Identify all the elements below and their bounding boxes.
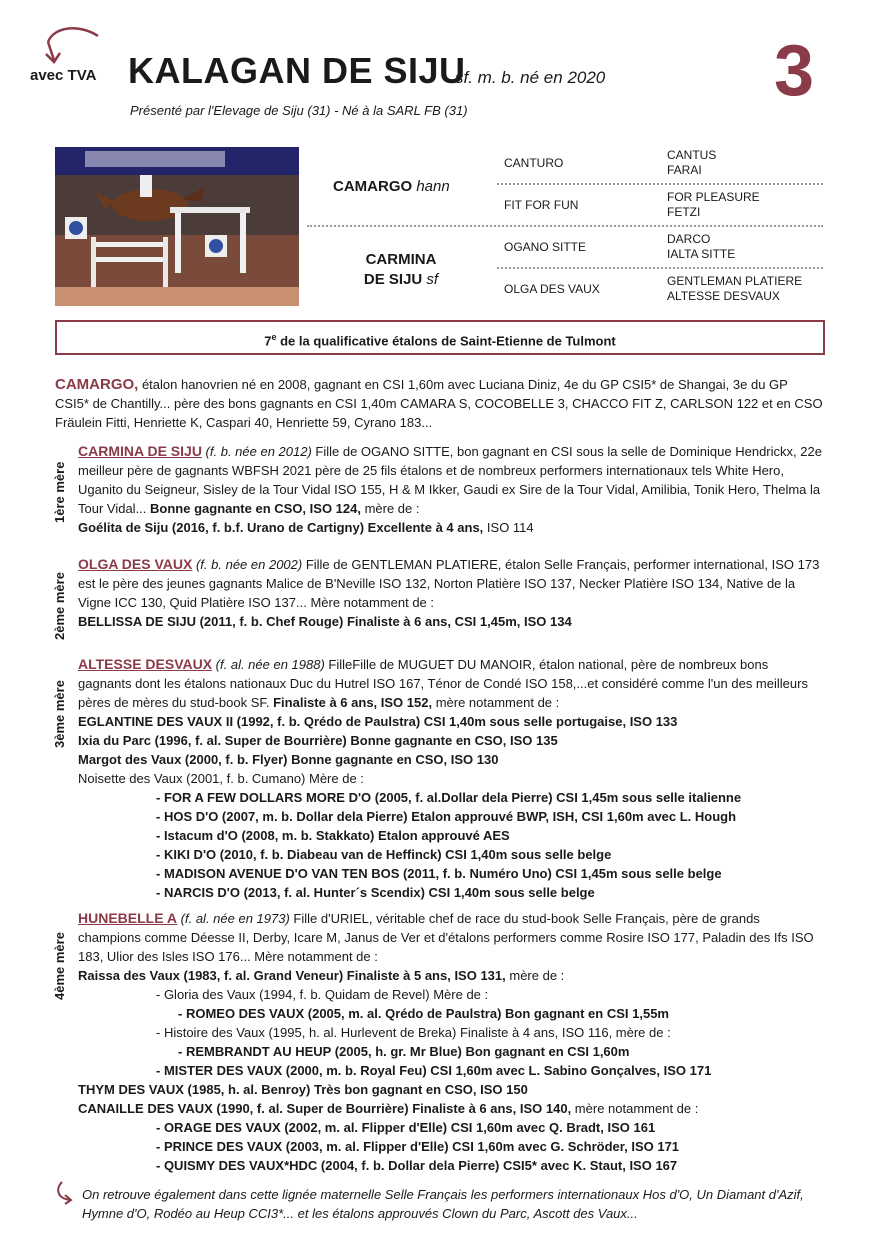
first-dam-label: 1ère mère xyxy=(52,461,67,523)
lot-number: 3 xyxy=(774,31,815,111)
produce-text: - Gloria des Vaux (1994, f. b. Quidam de Revel) Mère de : xyxy=(156,987,489,1002)
third-dam-result: Finaliste à 6 ans, ISO 152, xyxy=(269,695,433,710)
produce-text: Raissa des Vaux (1983, f. al. Grand Veneur) Finaliste à 5 ans, ISO 131, xyxy=(78,968,506,983)
ggs-4a: GENTLEMAN PLATIERE xyxy=(667,274,803,288)
second-dam-name: OLGA DES VAUX xyxy=(78,556,193,572)
presented-by: Présenté par l'Elevage de Siju (31) - Né à la SARL FB (31) xyxy=(130,103,468,118)
produce-text: - ORAGE DES VAUX (2002, m. al. Flipper d'Elle) CSI 1,60m avec Q. Bradt, ISO 161 xyxy=(156,1120,656,1135)
produce-text: EGLANTINE DES VAUX II (1992, f. b. Qrédo de Paulstra) CSI 1,40m sous selle portugaise, ISO 133 xyxy=(78,714,678,729)
return-arrow-icon xyxy=(54,1180,76,1206)
dam-name-line1: CARMINA xyxy=(365,251,437,268)
produce-suffix: mère de : xyxy=(505,968,565,983)
granddam-2: OLGA DES VAUX xyxy=(504,282,600,296)
produce-text: Margot des Vaux (2000, f. b. Flyer) Bonne gagnante en CSO, ISO 130 xyxy=(78,752,499,767)
sire-text: étalon hanovrien né en 2008, gagnant en CSI 1,60m avec Luciana Diniz, 4e du GP CSI5* de Shangai, 3e du GP CSI5* de Chantilly... père des bons gagnants en CSI 1,40m CAMARA S, COCOBELLE 3, CHACCO FIT Z, CARLSON 122 et en CSO Fräulein Fitti, Henriette K, Caspari 40, Henriette 59, Cyrano 183... xyxy=(55,377,823,430)
banner-text: de la qualificative étalons de Saint-Etienne de Tulmont xyxy=(276,333,616,349)
fourth-dam-label: 4ème mère xyxy=(52,932,67,1000)
first-dam-after: mère de : xyxy=(360,501,420,516)
produce-line xyxy=(78,731,825,750)
fourth-dam-name: HUNEBELLE A xyxy=(78,910,178,926)
second-dam-section xyxy=(78,555,825,631)
produce-text: Ixia du Parc (1996, f. al. Super de Bourrière) Bonne gagnante en CSO, ISO 135 xyxy=(78,733,558,748)
banner-ordinal: 7 xyxy=(264,333,272,349)
curved-arrow-icon xyxy=(40,24,110,68)
great-grandparents-1 xyxy=(667,148,716,178)
produce-text: THYM DES VAUX (1985, h. al. Benroy) Très bon gagnant en CSO, ISO 150 xyxy=(78,1082,528,1097)
produce-line xyxy=(78,1156,825,1175)
second-dam-info: (f. b. née en 2002) xyxy=(192,557,303,572)
produce-line xyxy=(78,807,825,826)
produce-line xyxy=(78,845,825,864)
produce-line xyxy=(78,1099,825,1118)
produce-line xyxy=(78,864,825,883)
vat-label: avec TVA xyxy=(30,67,97,84)
great-grandparents-2 xyxy=(667,190,760,220)
produce-line xyxy=(78,750,825,769)
produce-line xyxy=(78,1042,825,1061)
third-dam-name: ALTESSE DESVAUX xyxy=(78,656,213,672)
sire-description xyxy=(55,375,825,432)
produce-text: Noisette des Vaux (2001, f. b. Cumano) Mère de : xyxy=(78,771,364,786)
produce-text: - PRINCE DES VAUX (2003, m. al. Flipper d'Elle) CSI 1,60m avec G. Schröder, ISO 171 xyxy=(156,1139,680,1154)
ggs-2a: FOR PLEASURE xyxy=(667,190,760,204)
produce-line xyxy=(78,966,825,985)
pedigree-divider xyxy=(497,183,823,185)
produce-line xyxy=(78,985,825,1004)
produce-text: - FOR A FEW DOLLARS MORE D'O (2005, f. al.Dollar dela Pierre) CSI 1,45m sous selle italienne xyxy=(156,790,742,805)
ggs-2b: FETZI xyxy=(667,205,701,219)
great-grandparents-3 xyxy=(667,232,735,262)
produce-line xyxy=(78,788,825,807)
pedigree-divider xyxy=(307,225,823,227)
produce-text: - MISTER DES VAUX (2000, m. b. Royal Feu) CSI 1,60m avec L. Sabino Gonçalves, ISO 171 xyxy=(156,1063,712,1078)
first-dam-section xyxy=(78,442,825,537)
produce-text: - REMBRANDT AU HEUP (2005, h. gr. Mr Blue) Bon gagnant en CSI 1,60m xyxy=(178,1044,630,1059)
ggs-1b: FARAI xyxy=(667,163,702,177)
produce-text: CANAILLE DES VAUX (1990, f. al. Super de Bourrière) Finaliste à 6 ans, ISO 140, xyxy=(78,1101,572,1116)
produce-text: - QUISMY DES VAUX*HDC (2004, f. b. Dollar dela Pierre) CSI5* avec K. Staut, ISO 167 xyxy=(156,1158,678,1173)
great-grandparents-4 xyxy=(667,274,802,304)
fourth-dam-text: Fille d'URIEL, véritable chef de race du stud-book Selle Français, père de grands champions comme Déesse II, Derby, Icare M, Janus de Ver et d'étalons performers comme Rosire ISO 177, Paladin des Ifs ISO 183, Ulior des Isles ISO 176... Mère notamment de : xyxy=(78,911,814,964)
third-dam-after: mère notamment de : xyxy=(432,695,560,710)
ggs-1a: CANTUS xyxy=(667,148,717,162)
produce-line xyxy=(78,1118,825,1137)
first-dam-result: Bonne gagnante en CSO, ISO 124, xyxy=(146,501,361,516)
qualification-banner xyxy=(55,320,825,355)
grandsire-1: CANTURO xyxy=(504,156,564,170)
sire-heading: CAMARGO, xyxy=(55,376,139,393)
horse-description: sf. m. b. né en 2020 xyxy=(455,68,606,87)
third-dam-section xyxy=(78,655,825,902)
produce-text: - ROMEO DES VAUX (2005, m. al. Qrédo de Paulstra) Bon gagnant en CSI 1,55m xyxy=(178,1006,669,1021)
produce-line xyxy=(78,826,825,845)
second-dam-label: 2ème mère xyxy=(52,572,67,640)
produce-line xyxy=(78,1080,825,1099)
second-dam-produce: BELLISSA DE SIJU (2011, f. b. Chef Rouge) Finaliste à 6 ans, CSI 1,45m, ISO 134 xyxy=(78,614,572,629)
produce-text: - KIKI D'O (2010, f. b. Diabeau van de Heffinck) CSI 1,40m sous selle belge xyxy=(156,847,612,862)
produce-line xyxy=(78,1137,825,1156)
horse-name: KALAGAN DE SIJU xyxy=(128,50,466,91)
produce-line xyxy=(78,712,825,731)
produce-text: - HOS D'O (2007, m. b. Dollar dela Pierre) Etalon approuvé BWP, ISH, CSI 1,60m avec L. Hough xyxy=(156,809,737,824)
produce-line xyxy=(78,1004,825,1023)
fourth-dam-produce-list xyxy=(78,966,825,1175)
banner-superscript: e xyxy=(271,332,277,342)
grandsire-2: OGANO SITTE xyxy=(504,240,587,254)
second-dam-text: Fille de GENTLEMAN PLATIERE, étalon Selle Français, performer international, ISO 173 est le père des jeunes gagnants Malice de B'Neville ISO 132, Norton Platière ISO 137, Necker Platière ISO 134, Native de la Vigne ICC 130, Quid Platière ISO 137... Mère notamment de : xyxy=(78,557,820,610)
produce-text: - MADISON AVENUE D'O VAN TEN BOS (2011, f. b. Numéro Uno) CSI 1,45m sous selle belge xyxy=(156,866,722,881)
produce-line xyxy=(78,769,825,788)
third-dam-text: FilleFille de MUGUET DU MANOIR, étalon national, père de nombreux bons gagnants dont les étalons nationaux Duc du Hutrel ISO 167, Ténor de Condé ISO 158,...et considéré comme l'un des meilleurs pères de mères du stud-book SF. xyxy=(78,657,808,710)
first-dam-produce: Goélita de Siju (2016, f. b.f. Urano de Cartigny) Excellente à 4 ans, xyxy=(78,520,484,535)
pedigree-dam xyxy=(355,250,447,290)
first-dam-info: (f. b. née en 2012) xyxy=(201,444,312,459)
maternal-line-note: On retrouve également dans cette lignée maternelle Selle Français les performers internationaux Hos d'O, Un Diamant d'Azif, Hymne d'O, Rodéo au Heup CCI3*... et les étalons approuvés Clown du Parc, Ascott des Vaux... xyxy=(82,1187,804,1221)
produce-text: - NARCIS D'O (2013, f. al. Hunter´s Scendix) CSI 1,40m sous selle belge xyxy=(156,885,595,900)
ggs-4b: ALTESSE DESVAUX xyxy=(667,289,780,303)
third-dam-label: 3ème mère xyxy=(52,680,67,748)
produce-suffix: mère notamment de : xyxy=(571,1101,699,1116)
produce-line xyxy=(78,1023,825,1042)
sire-studbook: hann xyxy=(416,178,450,195)
first-dam-text: Fille de OGANO SITTE, bon gagnant en CSI sous la selle de Dominique Hendrickx, 22e meilleur père de gagnants WBFSH 2021 père de 25 fils étalons et de nombreux performers internationaux tels White Hero, Uganito du Seigneur, Sisley de la Tour Vidal ISO 155, H & M Ikker, Gaudi ex Sire de la Tour Vidal, Amilibia, Tonik Hero, Thelma la Tour Vidal... xyxy=(78,444,822,516)
fourth-dam-section xyxy=(78,909,825,1175)
pedigree-divider xyxy=(497,267,823,269)
granddam-1: FIT FOR FUN xyxy=(504,198,579,212)
third-dam-info: (f. al. née en 1988) xyxy=(212,657,325,672)
produce-line xyxy=(78,1061,825,1080)
produce-text: - Istacum d'O (2008, m. b. Stakkato) Etalon approuvé AES xyxy=(156,828,510,843)
first-dam-name: CARMINA DE SIJU xyxy=(78,443,202,459)
horse-photo xyxy=(55,147,299,306)
produce-line xyxy=(78,883,825,902)
dam-studbook: sf xyxy=(426,271,439,288)
ggs-3a: DARCO xyxy=(667,232,711,246)
first-dam-produce-iso: ISO 114 xyxy=(483,520,534,535)
pedigree-sire xyxy=(333,178,450,195)
third-dam-produce-list xyxy=(78,712,825,902)
fourth-dam-info: (f. al. née en 1973) xyxy=(177,911,290,926)
dam-name-line2: DE SIJU xyxy=(363,271,423,288)
sire-name: CAMARGO xyxy=(333,178,413,195)
ggs-3b: IALTA SITTE xyxy=(667,247,736,261)
produce-text: - Histoire des Vaux (1995, h. al. Hurlevent de Breka) Finaliste à 4 ans, ISO 116, mère de : xyxy=(156,1025,671,1040)
